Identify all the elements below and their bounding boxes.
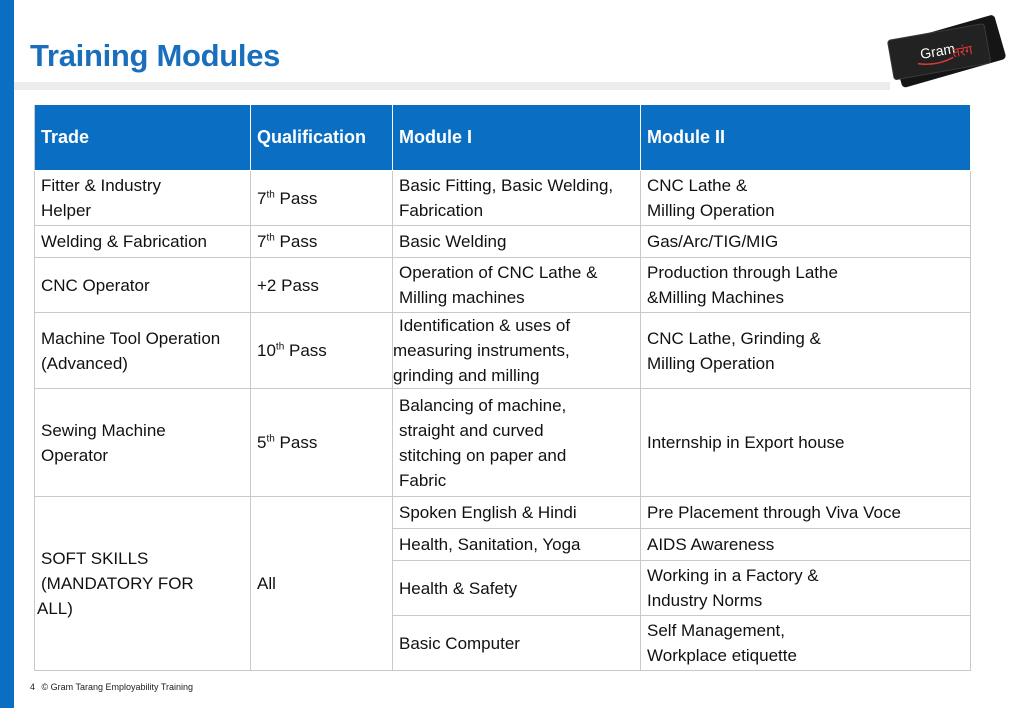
table-row: [35, 258, 971, 313]
title-underline-strip: [14, 82, 890, 90]
trade-cell: Welding & Fabrication: [35, 226, 251, 258]
module-1-cell: Balancing of machine, straight and curved stitching on paper and Fabric: [393, 389, 641, 497]
module-1-cell: Identification & uses of measuring instruments, grinding and milling: [393, 313, 641, 389]
table-row: [35, 171, 971, 226]
left-accent-bar: [0, 0, 14, 708]
trade-cell: CNC Operator: [35, 258, 251, 313]
table-header-row: [35, 105, 971, 171]
module-1-cell: Spoken English & Hindi: [393, 497, 641, 529]
table-row: [35, 313, 971, 389]
qualification-cell: 5th Pass: [251, 389, 393, 497]
table-row-soft-skills: [35, 497, 971, 529]
footer: [30, 682, 197, 692]
trade-cell-soft-skills: SOFT SKILLS (MANDATORY FOR ALL): [35, 497, 251, 671]
training-modules-table: [34, 104, 971, 671]
trade-cell: Sewing Machine Operator: [35, 389, 251, 497]
module-2-cell: Working in a Factory & Industry Norms: [641, 561, 971, 616]
table-row: [35, 389, 971, 497]
module-1-cell: Health, Sanitation, Yoga: [393, 529, 641, 561]
column-header-module-1: Module I: [393, 105, 641, 171]
table-row: [35, 226, 971, 258]
trade-cell: Fitter & Industry Helper: [35, 171, 251, 226]
qualification-cell: 7th Pass: [251, 226, 393, 258]
module-2-cell: Gas/Arc/TIG/MIG: [641, 226, 971, 258]
module-1-cell: Basic Computer: [393, 616, 641, 671]
page-number: 4: [30, 682, 36, 692]
qualification-cell: +2 Pass: [251, 258, 393, 313]
module-2-cell: Self Management, Workplace etiquette: [641, 616, 971, 671]
module-2-cell: Pre Placement through Viva Voce: [641, 497, 971, 529]
module-1-cell: Basic Fitting, Basic Welding, Fabrication: [393, 171, 641, 226]
module-1-cell: Operation of CNC Lathe & Milling machines: [393, 258, 641, 313]
module-2-cell: CNC Lathe, Grinding & Milling Operation: [641, 313, 971, 389]
trade-cell: Machine Tool Operation (Advanced): [35, 313, 251, 389]
column-header-qualification: Qualification: [251, 105, 393, 171]
gram-tarang-logo: [886, 8, 1012, 92]
module-2-cell: Internship in Export house: [641, 389, 971, 497]
column-header-module-2: Module II: [641, 105, 971, 171]
module-2-cell: CNC Lathe & Milling Operation: [641, 171, 971, 226]
module-2-cell: AIDS Awareness: [641, 529, 971, 561]
qualification-cell: 7th Pass: [251, 171, 393, 226]
page-title: Training Modules: [30, 38, 281, 73]
footer-copyright: © Gram Tarang Employability Training: [41, 682, 194, 692]
qualification-cell: 10th Pass: [251, 313, 393, 389]
logo-text-hi: तरंग: [951, 43, 974, 62]
column-header-trade: Trade: [35, 105, 251, 171]
logo-text-en: Gram: [918, 40, 957, 62]
module-1-cell: Health & Safety: [393, 561, 641, 616]
qualification-cell-soft-skills: All: [251, 497, 393, 671]
module-1-cell: Basic Welding: [393, 226, 641, 258]
module-2-cell: Production through Lathe &Milling Machines: [641, 258, 971, 313]
